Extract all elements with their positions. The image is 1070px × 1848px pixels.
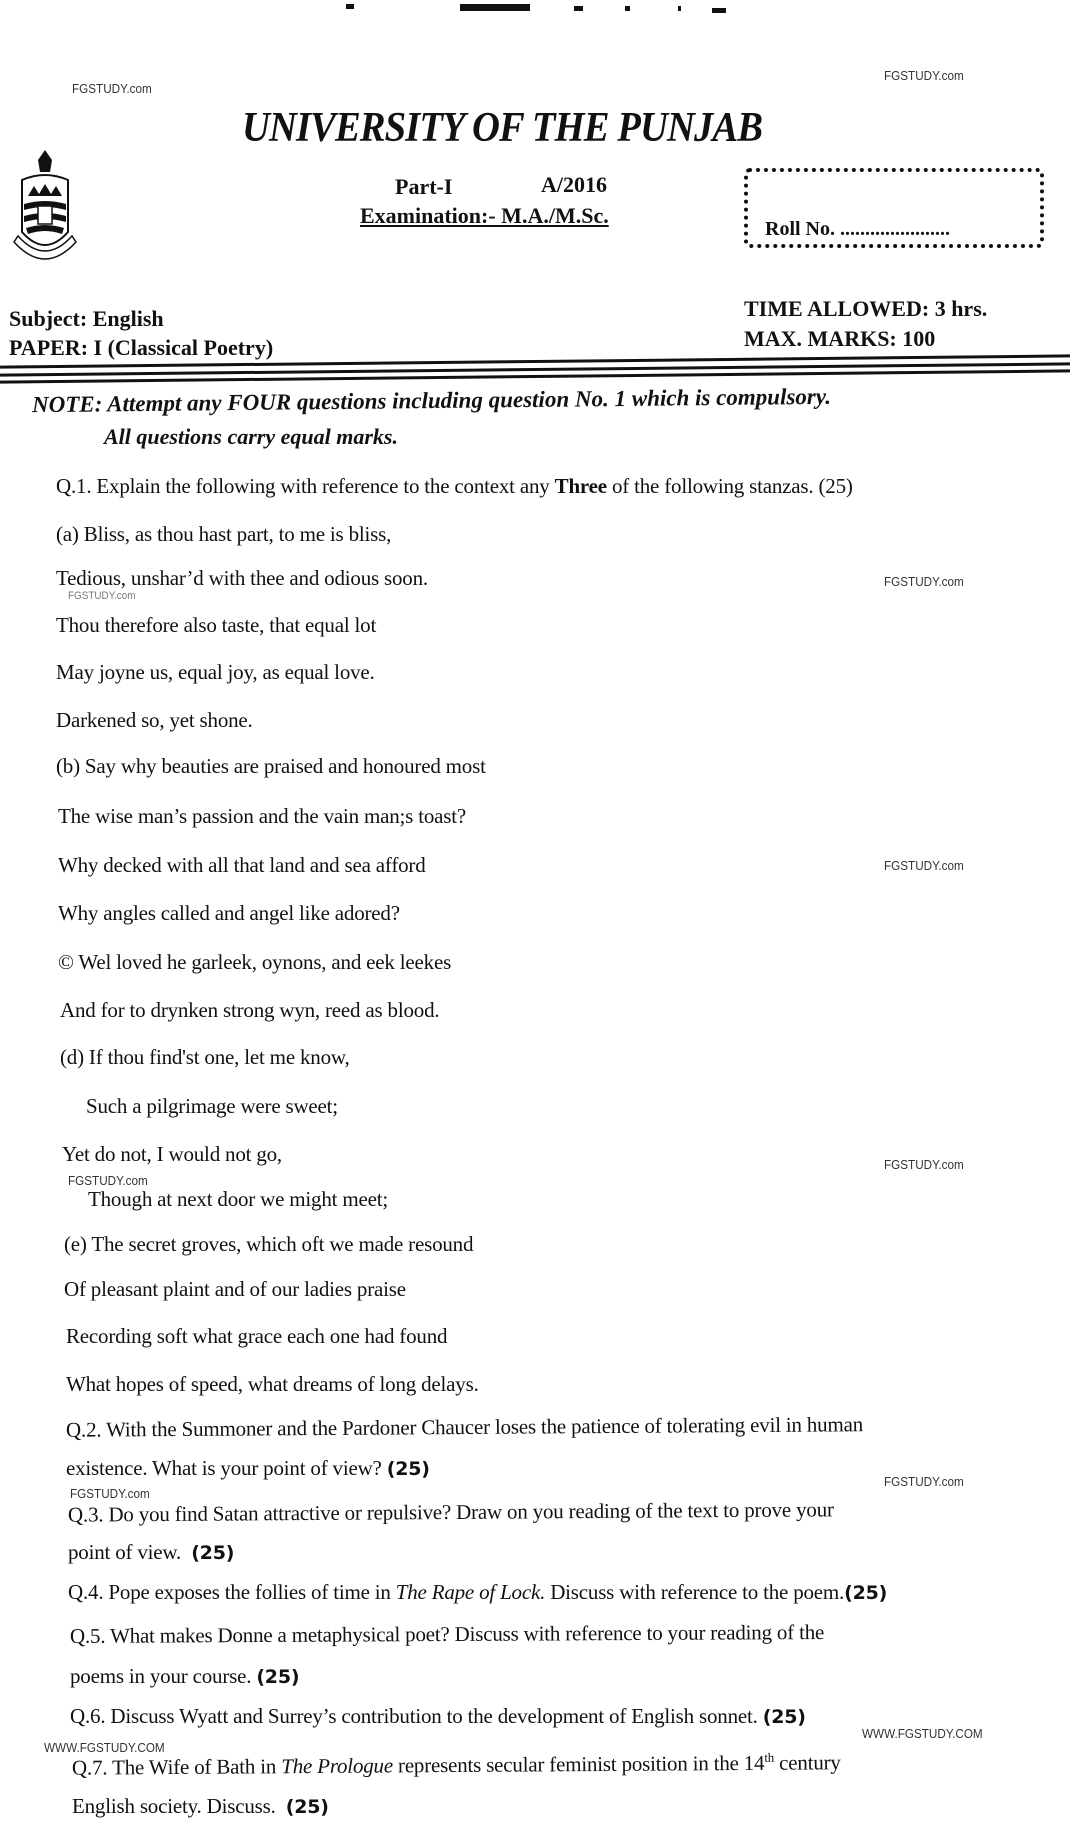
q4-title: The Rape of Lock. xyxy=(395,1580,546,1604)
stanza-line: Tedious, unshar’d with thee and odious soon. xyxy=(56,566,428,590)
stanza-line: What hopes of speed, what dreams of long delays. xyxy=(66,1372,479,1396)
question-4 xyxy=(68,1580,887,1605)
watermark: WWW.FGSTUDY.COM xyxy=(862,1726,983,1741)
stanza-line: Recording soft what grace each one had found xyxy=(66,1324,448,1348)
q7-text: represents secular feminist position in the 14 xyxy=(392,1750,765,1778)
stanza-line: May joyne us, equal joy, as equal love. xyxy=(56,660,375,684)
q3-text: point of view. xyxy=(68,1540,182,1564)
question-6 xyxy=(70,1704,806,1729)
q1-emphasis: Three xyxy=(554,474,607,498)
marks-annotation: (25) xyxy=(285,1796,329,1818)
watermark: FGSTUDY.com xyxy=(884,858,964,873)
watermark: WWW.FGSTUDY.COM xyxy=(44,1740,165,1755)
max-marks: MAX. MARKS: 100 xyxy=(744,326,936,351)
stanza-line: Thou therefore also taste, that equal lot xyxy=(56,613,377,637)
q1-text: of the following stanzas. (25) xyxy=(606,474,853,498)
note-line-2: All questions carry equal marks. xyxy=(104,424,398,449)
stanza-line: (e) The secret groves, which oft we made resound xyxy=(64,1232,474,1256)
q7-title: The Prologue xyxy=(281,1753,394,1779)
exam-session: A/2016 xyxy=(541,172,607,197)
watermark: FGSTUDY.com xyxy=(68,1173,148,1188)
university-logo xyxy=(12,146,78,274)
marks-annotation: (25) xyxy=(762,1706,806,1728)
q7-text: English society. Discuss. xyxy=(72,1794,276,1818)
scan-mark xyxy=(460,4,530,11)
subject-label: Subject: English xyxy=(9,306,164,331)
marks-annotation: (25) xyxy=(844,1582,888,1604)
marks-annotation: (25) xyxy=(191,1542,235,1564)
q4-text: Q.4. Pope exposes the follies of time in xyxy=(68,1580,396,1604)
question-2: Q.2. With the Summoner and the Pardoner Chaucer loses the patience of tolerating evil in human xyxy=(65,1412,864,1442)
question-5-cont xyxy=(70,1664,299,1689)
q7-text: Q.7. The Wife of Bath in xyxy=(71,1754,282,1780)
question-7 xyxy=(72,1749,841,1780)
stanza-line: Why decked with all that land and sea afford xyxy=(58,853,426,877)
q7-text: century xyxy=(773,1750,841,1775)
scan-mark xyxy=(346,4,354,9)
watermark: FGSTUDY.com xyxy=(70,1486,150,1501)
question-7-cont xyxy=(72,1794,329,1819)
university-title: UNIVERSITY OF THE PUNJAB xyxy=(242,105,763,151)
question-5: Q.5. What makes Donne a metaphysical poet? Discuss with reference to your reading of the xyxy=(69,1620,825,1648)
watermark: FGSTUDY.com xyxy=(884,68,964,83)
stanza-line: Why angles called and angel like adored? xyxy=(58,901,400,925)
note-line-1: NOTE: Attempt any FOUR questions including question No. 1 which is compulsory. xyxy=(31,383,832,418)
watermark: FGSTUDY.com xyxy=(884,574,964,589)
watermark: FGSTUDY.com xyxy=(884,1157,964,1172)
q7-superscript: th xyxy=(764,1749,775,1765)
time-allowed: TIME ALLOWED: 3 hrs. xyxy=(744,296,988,321)
roll-number-field: Roll No. ...................... xyxy=(765,218,950,240)
scan-mark xyxy=(625,6,630,11)
paper-label: PAPER: I (Classical Poetry) xyxy=(9,335,274,360)
stanza-line: The wise man’s passion and the vain man;s toast? xyxy=(58,804,466,828)
stanza-line: Of pleasant plaint and of our ladies praise xyxy=(64,1277,406,1301)
examination-label: Examination:- M.A./M.Sc. xyxy=(360,203,609,228)
watermark: FGSTUDY.com xyxy=(68,590,136,602)
scan-mark xyxy=(678,6,681,11)
q6-text: Q.6. Discuss Wyatt and Surrey’s contribution to the development of English sonnet. xyxy=(70,1704,758,1728)
question-2-cont xyxy=(66,1456,430,1481)
stanza-line: Yet do not, I would not go, xyxy=(62,1142,282,1166)
watermark: FGSTUDY.com xyxy=(884,1474,964,1489)
marks-annotation: (25) xyxy=(256,1666,300,1688)
exam-part: Part-I xyxy=(395,174,453,199)
scan-mark xyxy=(574,6,583,11)
question-3-cont xyxy=(68,1540,234,1565)
stanza-line: Though at next door we might meet; xyxy=(88,1187,388,1211)
stanza-line: (b) Say why beauties are praised and honoured most xyxy=(56,754,486,778)
stanza-line: Such a pilgrimage were sweet; xyxy=(86,1094,338,1118)
question-3: Q.3. Do you find Satan attractive or repulsive? Draw on you reading of the text to prove your xyxy=(67,1497,834,1527)
q5-text: poems in your course. xyxy=(70,1664,252,1688)
stanza-line: (d) If thou find'st one, let me know, xyxy=(60,1045,350,1069)
marks-annotation: (25) xyxy=(386,1458,430,1480)
question-1-prompt xyxy=(56,474,853,499)
stanza-line: (a) Bliss, as thou hast part, to me is bliss, xyxy=(56,522,392,546)
q2-text: existence. What is your point of view? xyxy=(66,1456,382,1480)
q4-text: Discuss with reference to the poem. xyxy=(545,1580,845,1604)
q1-text: Q.1. Explain the following with reference to the context any xyxy=(56,474,555,498)
stanza-line: And for to drynken strong wyn, reed as blood. xyxy=(60,998,440,1022)
stanza-line: Darkened so, yet shone. xyxy=(56,708,253,732)
stanza-line: © Wel loved he garleek, oynons, and eek leekes xyxy=(58,950,452,974)
watermark: FGSTUDY.com xyxy=(72,81,152,96)
scan-mark xyxy=(712,8,726,13)
